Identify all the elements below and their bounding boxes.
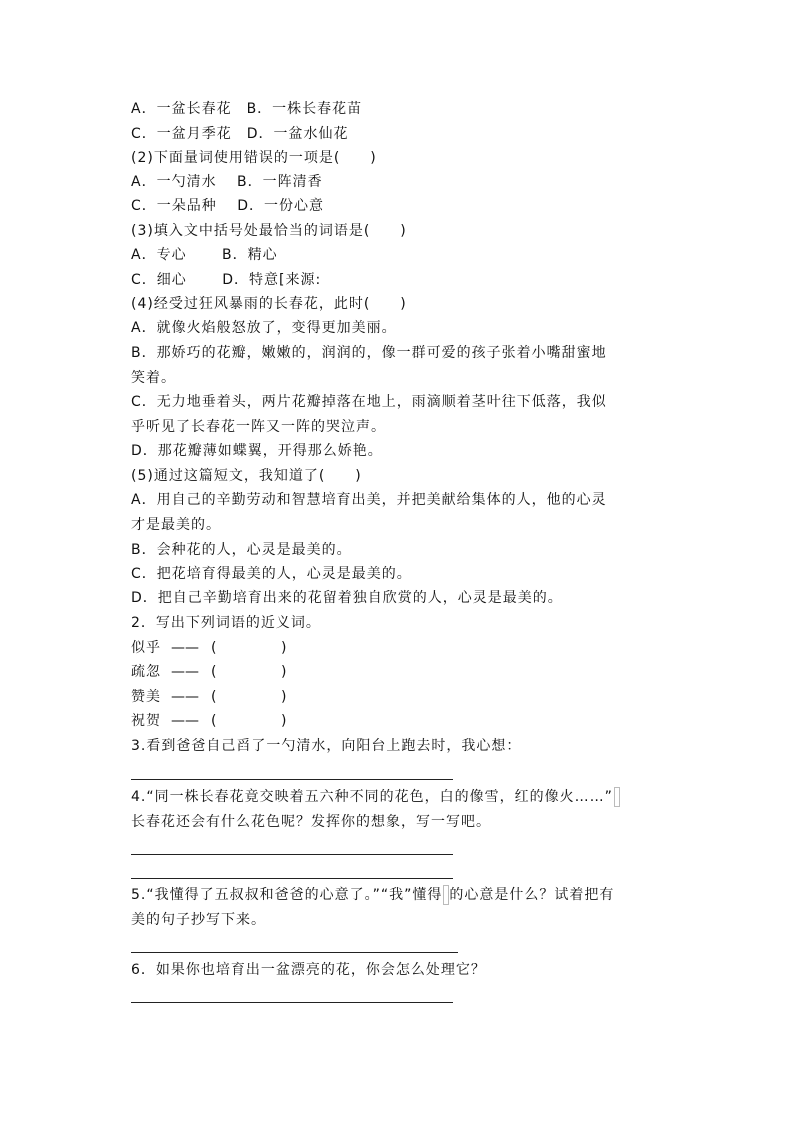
q1-sub2-options-cd: C．一朵品种 D．一份心意 [131,198,325,214]
q1-sub5-option-d: D．把自己辛勤培育出来的花留着独自欣赏的人，心灵是最美的。 [131,590,563,606]
q4-question-line2: 长春花还会有什么花色呢？发挥你的想象，写一写吧。 [131,814,491,830]
q2-word: 赞美 [131,689,161,705]
q2-open-paren: ( [211,689,217,705]
q2-title: 2．写出下列词语的近义词。 [131,615,321,631]
q2-word: 似乎 [131,640,161,656]
q5-question-line1-b: 的心意是什么？试着把有 [449,887,615,903]
q2-open-paren: ( [211,664,217,680]
q1-sub5-option-b: B．会种花的人，心灵是最美的。 [131,542,352,558]
q1-sub2-question: (2)下面量词使用错误的一项是( ) [131,150,377,166]
q1-sub4-option-c-line1: C．无力地垂着头，两片花瓣掉落在地上，雨滴顺着茎叶往下低落，我似 [131,394,607,410]
q6-answer-line[interactable] [131,1002,453,1003]
q2-dash: —— [171,664,199,680]
q1-sub4-option-b-line1: B．那娇巧的花瓣，嫩嫩的，润润的，像一群可爱的孩子张着小嘴甜蜜地 [131,345,607,361]
q2-word: 祝贺 [131,713,161,729]
q2-word: 疏忽 [131,664,161,680]
q1-sub3-options-ab: A．专心 B．精心 [131,247,278,263]
q4-question-line1-text: 4.“同一株长春花竟交映着五六种不同的花色，白的像雪，红的像火……” [131,789,613,805]
q1-sub5-option-a-line2: 才是最美的。 [131,517,221,533]
q4-answer-line-1[interactable] [131,854,453,855]
q1-sub3-question: (3)填入文中括号处最恰当的词语是( ) [131,223,407,239]
q5-question-line1 [131,885,614,905]
q2-dash: —— [171,640,199,656]
q1-sub5-option-c: C．把花培育得最美的人，心灵是最美的。 [131,566,412,582]
q4-question-line1 [131,787,620,807]
q2-synonym-row [131,662,286,682]
q2-close-paren: ) [281,640,287,656]
q2-open-paren: ( [211,713,217,729]
q1-sub5-question: (5)通过这篇短文，我知道了( ) [131,468,362,484]
q5-answer-line[interactable] [131,952,458,953]
q2-close-paren: ) [281,713,287,729]
text-cursor-mark [614,787,620,807]
q2-close-paren: ) [281,689,287,705]
q2-synonym-row [131,711,286,731]
q6-question: 6．如果你也培育出一盆漂亮的花，你会怎么处理它？ [131,962,486,978]
q1-sub2-options-ab: A．一勺清水 B．一阵清香 [131,174,323,190]
q1-options-cd: C．一盆月季花 D．一盆水仙花 [131,126,349,142]
q5-question-line1-a: 5.“我懂得了五叔叔和爸爸的心意了。”“我”懂得 [131,887,443,903]
q1-sub4-option-c-line2: 乎听见了长春花一阵又一阵的哭泣声。 [131,419,386,435]
q4-answer-line-2[interactable] [131,878,453,879]
q2-synonym-row [131,687,286,707]
q1-sub4-option-d: D．那花瓣薄如蝶翼，开得那么娇艳。 [131,443,383,459]
q1-sub3-options-cd: C．细心 D．特意[来源: [131,272,322,288]
q1-sub4-question: (4)经受过狂风暴雨的长春花，此时( ) [131,296,407,312]
q2-open-paren: ( [211,640,217,656]
q3-question: 3.看到爸爸自己舀了一勺清水，向阳台上跑去时，我心想： [131,738,522,754]
q2-synonym-row [131,638,286,658]
q1-sub4-option-a: A．就像火焰般怒放了，变得更加美丽。 [131,320,397,336]
q5-question-line2: 美的句子抄写下来。 [131,912,266,928]
q3-answer-line[interactable] [131,779,453,780]
q1-sub5-option-a-line1: A．用自己的辛勤劳动和智慧培育出美，并把美献给集体的人，他的心灵 [131,492,607,508]
q2-dash: —— [171,713,199,729]
q2-dash: —— [171,689,199,705]
q2-close-paren: ) [281,664,287,680]
q1-options-ab: A．一盆长春花 B．一株长春花苗 [131,101,363,117]
q1-sub4-option-b-line2: 笑着。 [131,370,176,386]
